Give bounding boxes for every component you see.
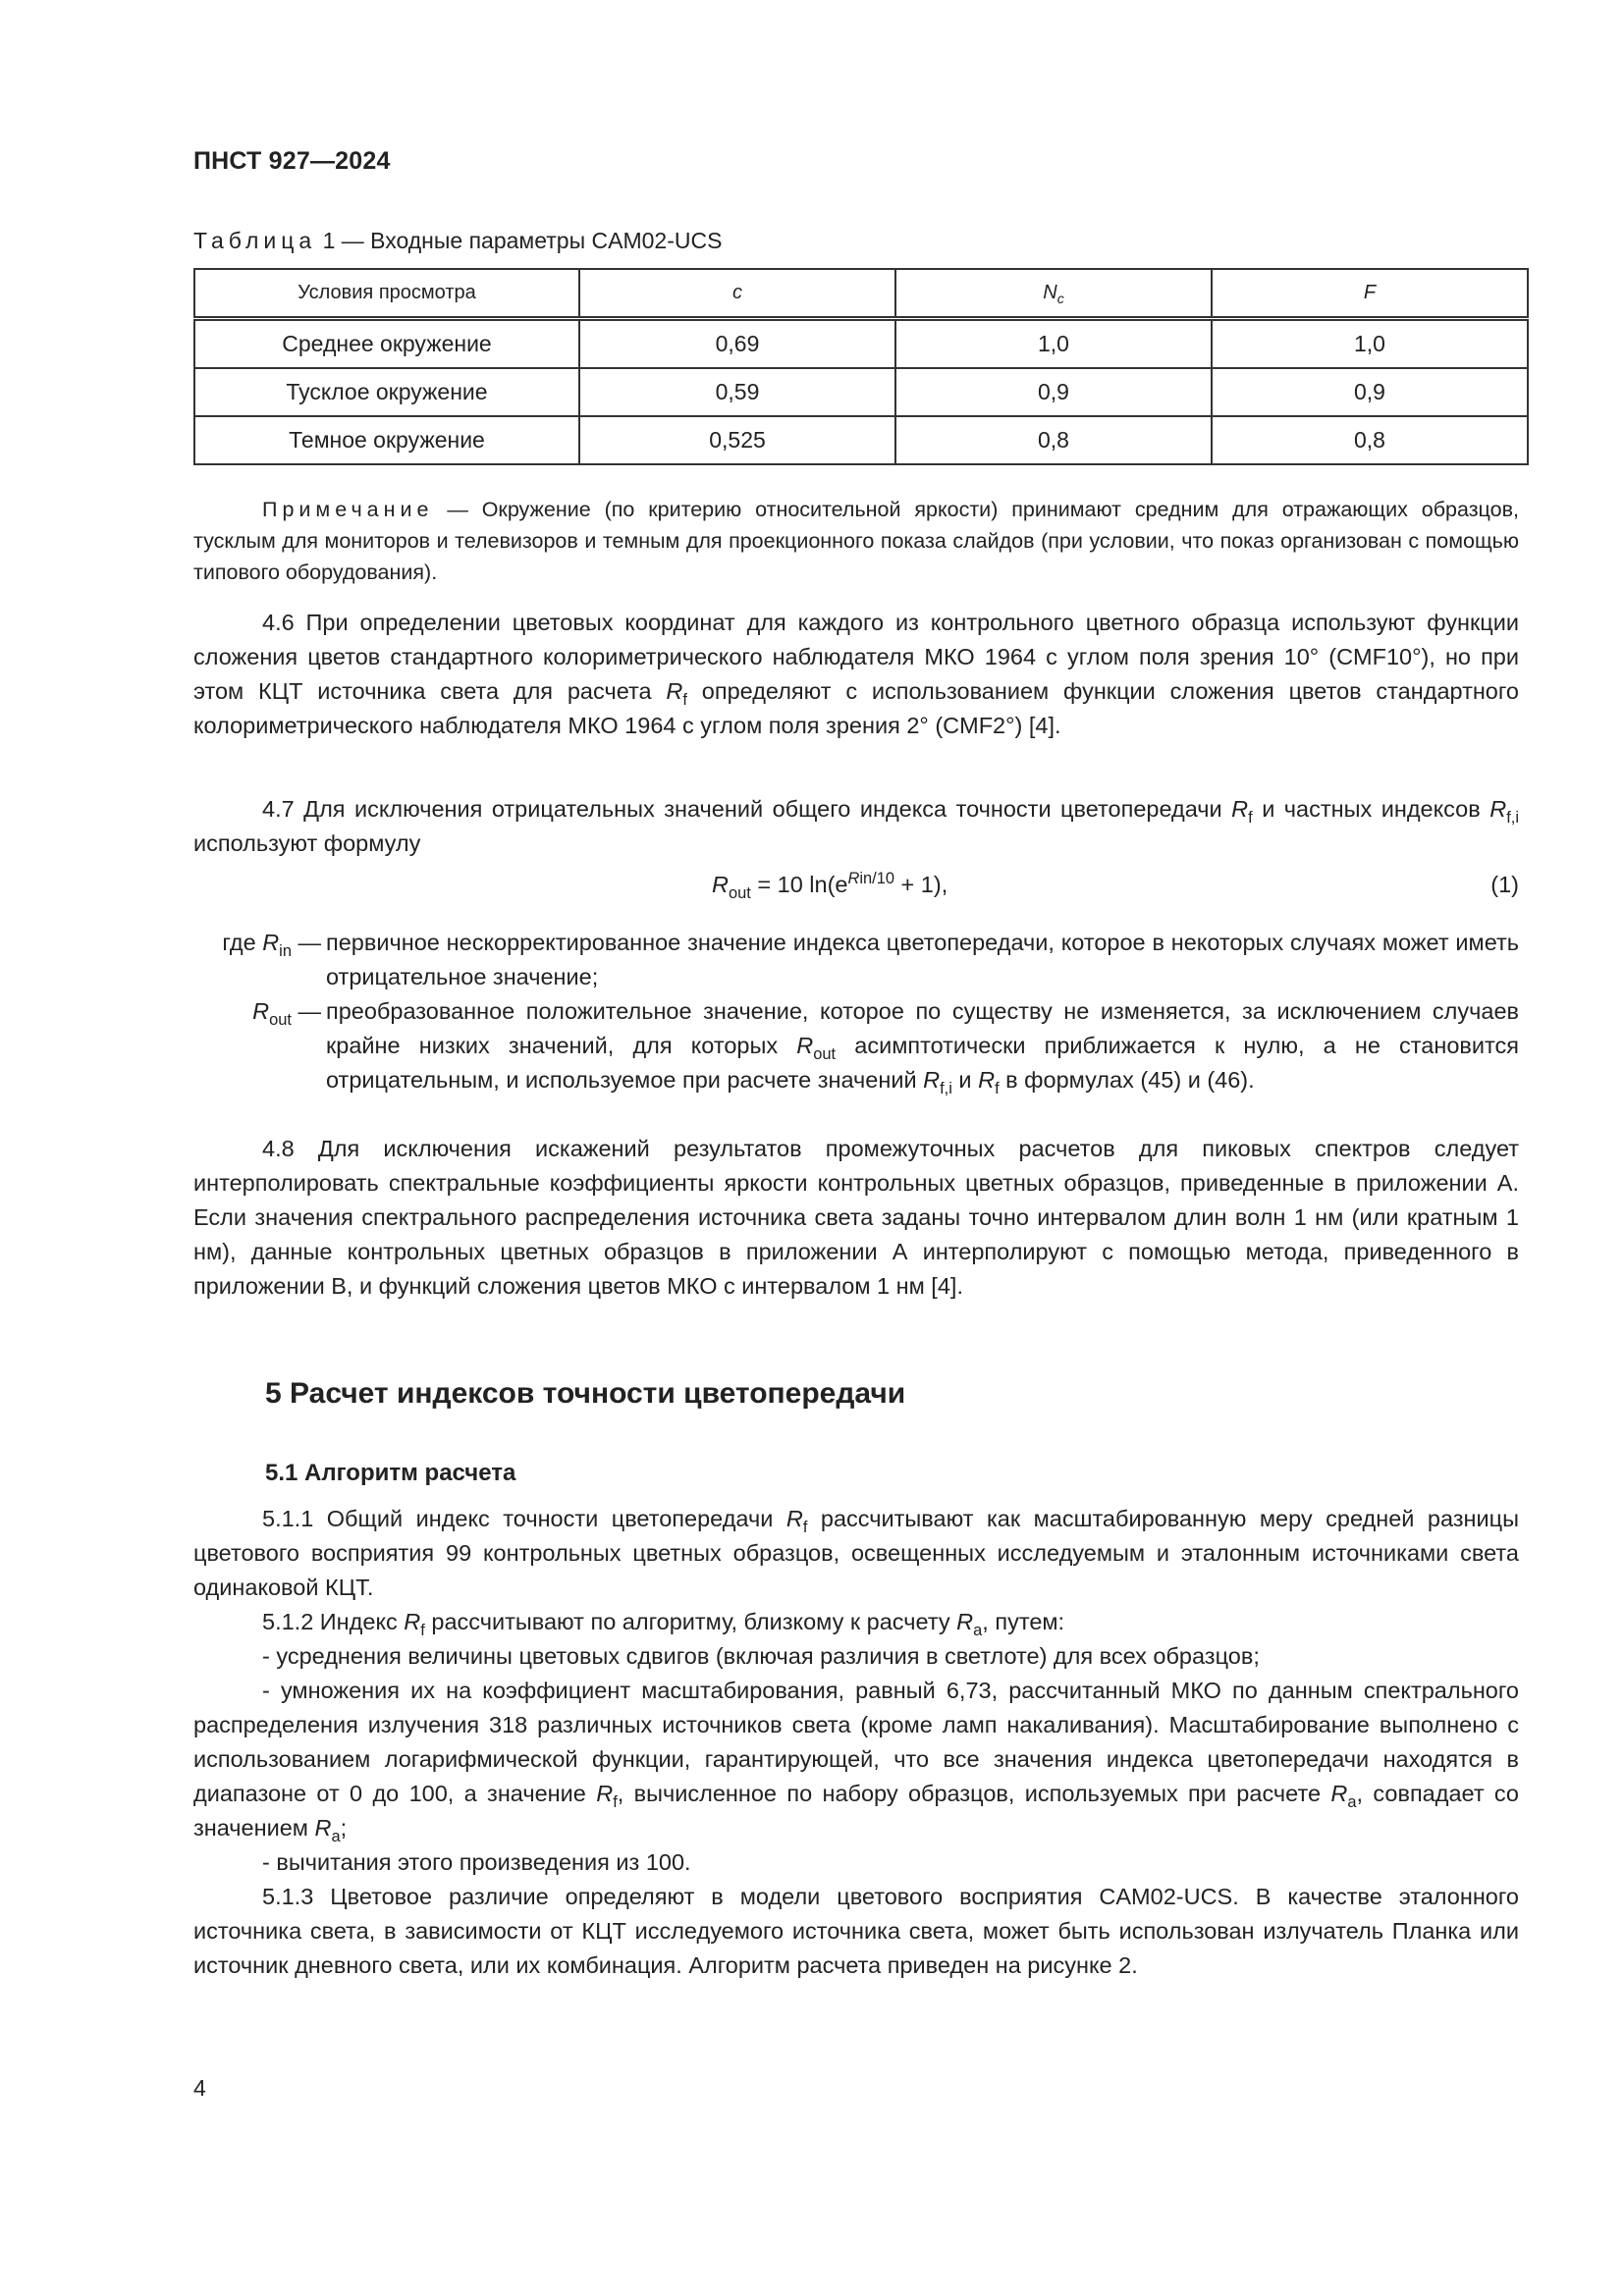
table-cell: 0,69 <box>579 319 895 369</box>
clause-4-8: 4.8 Для исключения искажений результатов промежуточных расчетов для пиковых спектров следует интерполировать спектральные коэффициенты яркости контрольных цветных образцов, приведенные в приложении А. Если значения спектрального распределения источника света заданы точно интервалом длин волн 1 нм (или кратным 1 нм), данные контрольных цветных образцов в приложении А интерполируют с помощью метода, приведенного в приложении В, и функций сложения цветов МКО с интервалом 1 нм [4]. <box>193 1136 1519 1299</box>
table-row <box>194 368 1528 416</box>
list-item: - умножения их на коэффициент масштабирования, равный 6,73, рассчитанный МКО по данным спектрального распределения излучения 318 различных источников света (кроме ламп накаливания). Масштабирование выполнено с использованием логарифмической функции, гарантирующей, что все значения индекса цветопередачи находятся в диапазоне от 0 до 100, а значение $R_f$, вычисленное по набору образцов, используемых при расчете $R_a$, совпадает со значением $R_a$; <box>193 1678 1519 1845</box>
table-cell: Среднее окружение <box>194 319 579 369</box>
table-cell: Тусклое окружение <box>194 368 579 416</box>
section-heading: 5 Расчет индексов точности цветопередачи <box>265 1377 906 1410</box>
where-description: преобразованное положительное значение, которое по существу не изменяется, за исключением случаев крайне низких значений, для которых $R_{out}$ асимптотически приближается к нулю, а не становится отрицательным, и используемое при расчете значений $R_{f,i}$ и $R_f$ в формулах (45) и (46). <box>326 998 1520 1097</box>
parameters-table <box>193 268 1529 465</box>
clause-5-1-1: 5.1.1 Общий индекс точности цветопередачи $R_f$ рассчитывают как масштабированную меру средней разницы цветового восприятия 99 контрольных цветных образцов, освещенных исследуемым и эталонным источниками света одинаковой КЦТ. <box>193 1506 1519 1600</box>
table-cell: 0,59 <box>579 368 895 416</box>
formula-expression: $R_{out} = 10$ $\ln(e^{Rin/10} + 1)$, <box>712 869 948 902</box>
formula-number: (1) <box>1490 872 1519 897</box>
clause-4-7: 4.7 Для исключения отрицательных значений общего индекса точности цветопередачи $R_f$ и частных индексов $R_{f,i}$ используют формулу <box>193 796 1519 856</box>
table-cell: 0,9 <box>895 368 1212 416</box>
table-cell: 0,8 <box>1212 416 1528 464</box>
table-cell: Темное окружение <box>194 416 579 464</box>
table-cell: 0,9 <box>1212 368 1528 416</box>
list-item: - вычитания этого произведения из 100. <box>262 1849 691 1875</box>
table-cell: 0,8 <box>895 416 1212 464</box>
where-description: первичное нескорректированное значение индекса цветопередачи, которое в некоторых случаях может иметь отрицательное значение; <box>326 930 1519 989</box>
table-header-row <box>194 269 1528 319</box>
note-text: — Окружение (по критерию относительной яркости) принимают средним для отражающих образцов, тусклым для мониторов и телевизоров и темным для проекционного показа слайдов (при условии, что показ организован с помощью типового оборудования). <box>193 498 1519 584</box>
page-number: 4 <box>193 2075 206 2101</box>
table-row <box>194 319 1528 369</box>
clause-5-1-2 <box>193 1605 1519 1880</box>
table-caption <box>193 228 722 254</box>
clause-4-6: 4.6 При определении цветовых координат для каждого из контрольного цветного образца используют функции сложения цветов стандартного колориметрического наблюдателя МКО 1964 с углом поля зрения 10° (CMF10°), но при этом КЦТ источника света для расчета $R_f$ определяют с использованием функции сложения цветов стандартного колориметрического наблюдателя МКО 1964 с углом поля зрения 2° (CMF2°) [4]. <box>193 610 1520 738</box>
table-caption-label: Таблица <box>193 228 317 253</box>
table-caption-title: 1 — Входные параметры CAM02-UCS <box>316 228 723 253</box>
column-header-viewing-conditions: Условия просмотра <box>194 269 579 319</box>
column-header-nc: $N_c$ <box>895 269 1212 319</box>
where-term: где $R_{in}$ — <box>222 930 321 960</box>
note-label: Примечание <box>262 498 434 521</box>
table-cell: 1,0 <box>895 319 1212 369</box>
table-cell: 0,525 <box>579 416 895 464</box>
where-term: $R_{out}$ — <box>252 998 321 1029</box>
where-item-rout <box>193 994 1519 1132</box>
clause-5-1-2-intro: 5.1.2 Индекс $R_f$ рассчитывают по алгоритму, близкому к расчету $R_a$, путем: <box>262 1609 1065 1639</box>
document-id: ПНСТ 927—2024 <box>193 147 391 175</box>
where-item-rin <box>193 926 1519 994</box>
clause-5-1-3: 5.1.3 Цветовое различие определяют в модели цветового восприятия CAM02-UCS. В качестве эталонного источника света, в зависимости от КЦТ исследуемого источника света, может быть использован излучатель Планка или источник дневного света, или их комбинация. Алгоритм расчета приведен на рисунке 2. <box>193 1884 1519 1978</box>
table-row <box>194 416 1528 464</box>
table-note <box>193 494 1519 588</box>
list-item: - усреднения величины цветовых сдвигов (включая различия в светлоте) для всех образцов; <box>262 1643 1260 1669</box>
subsection-heading: 5.1 Алгоритм расчета <box>265 1460 516 1486</box>
column-header-f: F <box>1212 269 1528 319</box>
table-cell: 1,0 <box>1212 319 1528 369</box>
formula-1 <box>193 869 1519 906</box>
column-header-c: c <box>579 269 895 319</box>
